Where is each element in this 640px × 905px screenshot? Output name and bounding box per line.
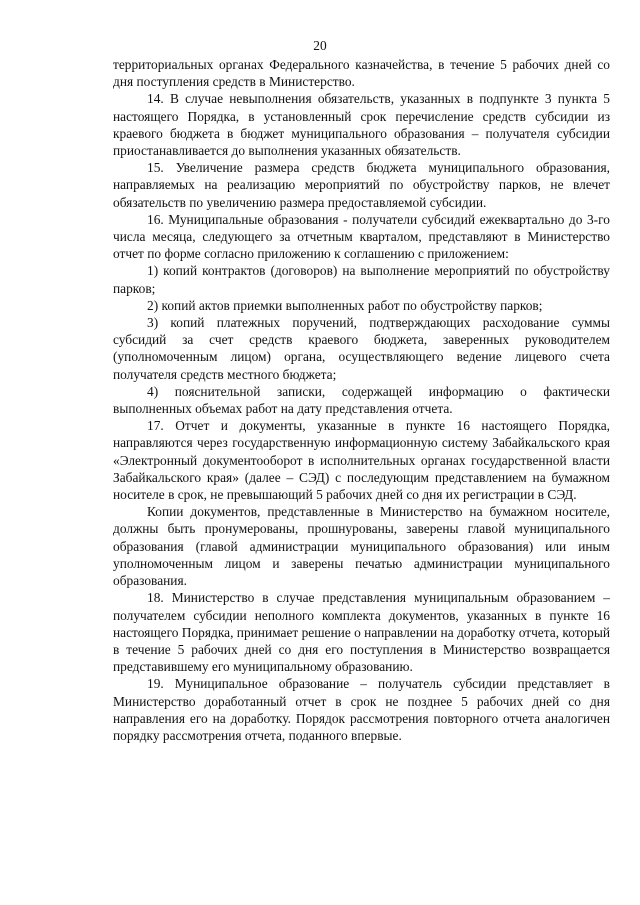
paragraph: территориальных органах Федерального казначейства, в течение 5 рабочих дней со дня поступления средств в Министерство. — [113, 57, 610, 90]
paragraph: 1) копий контрактов (договоров) на выполнение мероприятий по обустройству парков; — [113, 263, 610, 296]
page-number: 20 — [313, 38, 327, 53]
paragraph: 2) копий актов приемки выполненных работ по обустройству парков; — [147, 297, 543, 313]
paragraph: 15. Увеличение размера средств бюджета муниципального образования, направляемых на реализацию мероприятий по обустройству парков, не влечет обязательств по увеличению размера предоставляемой субсидии. — [113, 160, 610, 210]
document-body — [113, 56, 610, 744]
paragraph: 3) копий платежных поручений, подтверждающих расходование суммы субсидий за счет средств краевого бюджета, заверенных руководителем (уполномоченным лицом) органа, осуществляющего ведение лицевого счета получателя средств местного бюджета; — [113, 315, 610, 382]
paragraph: 14. В случае невыполнения обязательств, указанных в подпункте 3 пункта 5 настоящего Порядка, в установленный срок перечисление средств субсидии из краевого бюджета в бюджет муниципального образования – получателя субсидии приостанавливается до выполнения указанных обязательств. — [113, 91, 610, 159]
paragraph: 18. Министерство в случае представления муниципальным образованием – получателем субсидии неполного комплекта документов, указанных в пункте 16 настоящего Порядка, принимает решение о направлении на доработку отчета, который в течение 5 рабочих дней со дня его поступления в Министерство возвращается представившему его муниципальному образованию. — [113, 590, 610, 675]
paragraph: Копии документов, представленные в Министерство на бумажном носителе, должны быть пронумерованы, прошнурованы, заверены главой муниципального образования (главой администрации муниципального образования) или иным уполномоченным лицом и заверены печатью администрации муниципального образования. — [113, 504, 610, 589]
paragraph: 19. Муниципальное образование – получатель субсидии представляет в Министерство доработанный отчет в срок не позднее 5 рабочих дней со дня направления его на доработку. Порядок рассмотрения повторного отчета аналогичен порядку рассмотрения отчета, поданного впервые. — [113, 676, 610, 743]
paragraph: 16. Муниципальные образования - получатели субсидий ежеквартально до 3-го числа месяца, следующего за отчетным кварталом, представляют в Министерство отчет по форме согласно приложению к соглашению с приложением: — [113, 211, 610, 262]
paragraph: 4) пояснительной записки, содержащей информацию о фактически выполненных объемах работ на дату представления отчета. — [113, 383, 610, 417]
paragraph: 17. Отчет и документы, указанные в пункте 16 настоящего Порядка, направляются через государственную информационную систему Забайкальского края «Электронный документооборот в исполнительных органах государственной власти Забайкальского края» (далее – СЭД) с последующим представлением на бумажном носителе в срок, не превышающий 5 рабочих дней со дня их регистрации в СЭД. — [113, 418, 610, 503]
